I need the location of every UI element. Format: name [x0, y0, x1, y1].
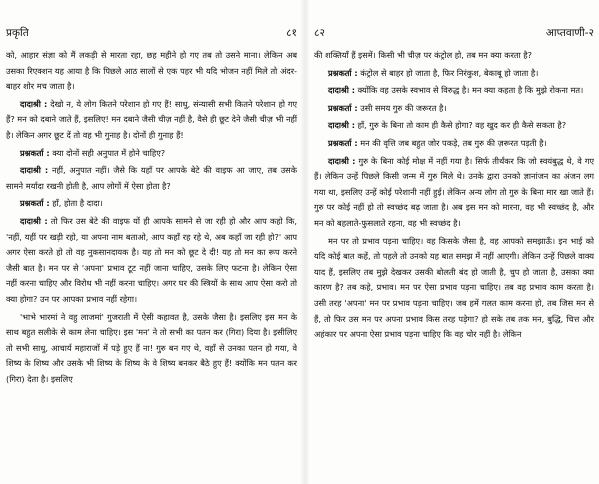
paragraph [6, 196, 297, 212]
paragraph-text: तो फिर उस बेटे की वाइफ यों ही आपके सामने से जा रही हो और आप कहो कि, 'नहीं, यहीं पर खड़ी रहो, या अपना नाम बताओ, आप कहाँ रह रहे थे, अब कहाँ जा रही हो?' आप अगर ऐसा करते हो तो वह नुकसानदायक है। यह तो मन को छूट दे दी! यह तो मन का रूप करने जैसी बात है। मन पर से 'अपना' प्रभाव टूट नहीं जाना चाहिए, उसके लिए फटना है। लेकिन ऐसा नहीं करना चाहिए और विरोध भी नहीं करना चाहिए। अगर घर की स्त्रियों के साथ आप ऐसा करो तो क्या होगा? उन पर आपका प्रभाव नहीं रहेगा। [6, 215, 297, 304]
paragraph [6, 310, 297, 388]
paragraph [314, 66, 594, 82]
speaker-label: प्रश्नकर्ता : [328, 67, 358, 78]
paragraph [314, 83, 594, 99]
paragraph-text: 'भाभे भारमां ने वहु लाजमां' गुजराती में ऐसी कहावत है, उसके जैसा है। इसलिए इस मन के साथ बहुत सलीके से काम लेना चाहिए। इस 'मन' ने तो सभी का पतन कर (गिरा) दिया है। इसीलिए तो सभी साधु, आचार्य महाराजों में पड़े हुए हैं ना! गुरु बन गए थे, वहाँ से उनका पतन हो गया, वे शिष्य के शिष्य और उसके भी शिष्य के शिष्य के वे शिष्य बनकर बैठे हुए हैं! क्योंकि मन पतन कर (गिरा) देता है। इसलिए [6, 311, 297, 384]
right-page [314, 0, 594, 484]
page-header [314, 26, 594, 40]
paragraph [314, 118, 594, 134]
paragraph-text: कंट्रोल से बाहर हो जाता है, फिर निरंकुश, बेकाबू हो जाता है। [360, 67, 539, 78]
paragraph [6, 48, 297, 95]
paragraph [314, 101, 594, 117]
left-page [6, 0, 297, 484]
speaker-label: प्रश्नकर्ता : [20, 147, 50, 158]
paragraph-text: नहीं, अनुपात नहीं। जैसे कि यहाँ पर आपके बेटे की वाइफ आ जाए, तब उसके सामने मर्यादा रखनी होती है, आप लोगों में ऐसा होता है? [6, 165, 297, 191]
speaker-label: दादाश्री : [20, 215, 48, 226]
speaker-label: प्रश्नकर्ता : [328, 137, 358, 148]
speaker-label: दादाश्री : [20, 98, 48, 109]
paragraph [314, 154, 594, 232]
paragraph-text: उसी समय गुरु की जरूरत है। [360, 102, 447, 113]
paragraph-text: क्या दोनों सही अनुपात में होने चाहिए? [52, 147, 166, 158]
page-body [6, 48, 297, 389]
speaker-label: दादाश्री : [328, 120, 355, 131]
paragraph [314, 234, 594, 343]
paragraph-text: देखो न, ये लोग कितने परेशान हो गए हैं! साधु, संन्यासी सभी कितने परेशान हो गए हैं? मन को दबाने जाते हैं, इसलिए! मन दबाने जैसी चीज़ नहीं है, वैसे ही छूट देने जैसी चीज़ भी नहीं है। लेकिन अगर छूट दें तो वह भी गुनाह है। दोनों ही गुनाह हैं! [6, 98, 297, 140]
paragraph-text: गुरु के बिना कोई मोक्ष में नहीं गया है। सिर्फ तीर्थंकर कि जो स्वयंबुद्ध थे, वे गए हैं। लेकिन उन्हें पिछले किसी जन्म में गुरु मिले थे। उनके द्वारा उनको ज्ञानांजन का अंजन लग गया था, इसलिए उन्हें कोई परेशानी नहीं हुई। लेकिन अन्य लोग तो गुरु के बिना मार खा जाते हैं। गुरु पर कोई नहीं हो तो स्वच्छंद बढ़ जाता है। अब इस मन को मारना, वह भी स्वच्छंद है, और मन को बहलाते-फुसलाते रहना, वह भी स्वच्छंद है। [314, 155, 594, 228]
paragraph [6, 146, 297, 162]
paragraph [6, 214, 297, 308]
speaker-label: प्रश्नकर्ता : [328, 102, 358, 113]
speaker-label: दादाश्री : [20, 165, 49, 176]
page-number: ८२ [314, 27, 325, 39]
speaker-label: दादाश्री : [328, 155, 356, 166]
paragraph-text: हाँ, गुरु के बिना तो काम ही कैसे होगा? वह खुद कर ही कैसे सकता है? [357, 120, 567, 131]
speaker-label: प्रश्नकर्ता : [20, 198, 50, 209]
page-body [314, 48, 594, 345]
paragraph [6, 97, 297, 144]
paragraph-text: मन पर तो प्रभाव पड़ना चाहिए। वह किसके जैसा है, वह आपको समझाऊँ। इन भाई को यदि कोई बात कहें, तो पहले तो उनको यह बात समझ में नहीं आएगी। लेकिन उन्हें पिछले वाक्य याद हैं, इसलिए तब मुझे देखकर उसकी बोलती बंद हो जाती है, चुप हो जाता है, उसका क्या कारण है? तब कहे, प्रभाव। मन पर ऐसा प्रभाव पड़ना चाहिए। तब वह प्रभाव काम करता है। उसी तरह 'अपना' मन पर प्रभाव पड़ना चाहिए। जब हमें गलत काम करना हो, तब जिस मन से हैं, तो फिर उस मन पर अपना प्रभाव किस तरह पड़ेगा? हो सके तब तक मन, बुद्धि, चित्त और अहंकार पर अपना ऐसा प्रभाव पड़ना चाहिए कि वह चोर नहीं है। लेकिन [314, 235, 594, 340]
running-title: आप्तवाणी-२ [545, 27, 594, 39]
paragraph-text: हाँ, होता है दादा। [52, 198, 103, 209]
paragraph-text: मन की वृत्ति जब बहुत जोर पकड़े, तब गुरु की ज़रूरत पड़ती है। [360, 137, 547, 148]
paragraph-text: को, आहार संज्ञा को मैं लकड़ी से मारता रहा, छह महीने हो गए तब तो उसने माना। लेकिन अब उसका रिएक्शन यह आया है कि पिछले आठ सालों से एक पहर भी यदि भोजन नहीं मिले तो अंदर-बाहर शोर मच जाता है। [6, 50, 297, 92]
paragraph-text: की शक्तियाँ हैं इसमें। किसी भी चीज़ पर कंट्रोल हो, तब मन क्या करता है? [314, 50, 532, 60]
speaker-label: दादाश्री : [328, 85, 355, 96]
book-gutter [300, 0, 310, 484]
page-header [6, 26, 297, 40]
paragraph [314, 48, 594, 64]
paragraph [6, 163, 297, 194]
paragraph [314, 136, 594, 152]
running-title: प्रकृति [6, 27, 29, 39]
paragraph-text: क्योंकि वह उसके स्वभाव से विरुद्ध है। मन क्या कहता है कि मुझे रोकना मत। [357, 85, 584, 96]
page-number: ८१ [286, 27, 297, 39]
